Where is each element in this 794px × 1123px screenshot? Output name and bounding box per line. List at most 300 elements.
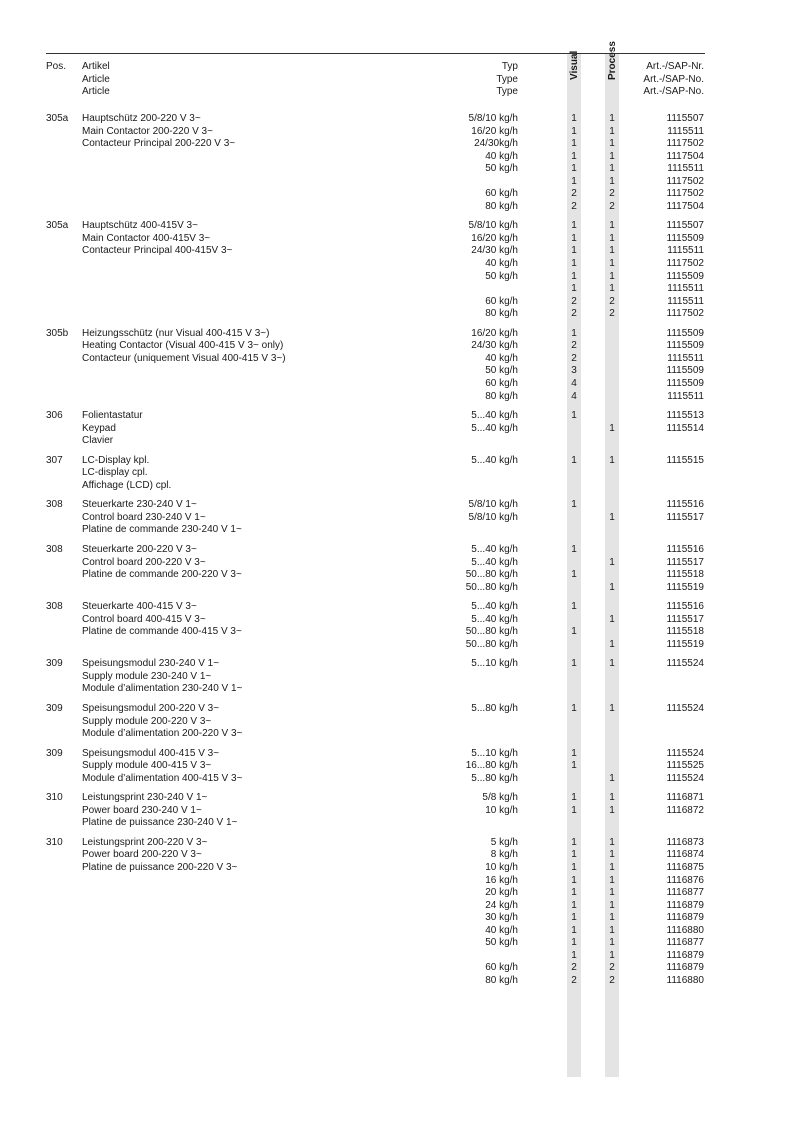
type-column — [418, 703, 518, 716]
sap-column — [603, 220, 704, 320]
visual-qty: 1 — [571, 862, 577, 874]
article-name: LC-Display kpl. — [82, 454, 150, 466]
type-value: 5...80 kg/h — [471, 703, 518, 715]
visual-qty-column — [567, 792, 581, 817]
sap-number: 1116879 — [666, 949, 704, 961]
type-value: 5...10 kg/h — [471, 658, 518, 670]
article-name: Steuerkarte 200-220 V 3~ — [82, 544, 197, 555]
type-column — [418, 328, 518, 403]
type-value: 5...40 kg/h — [471, 613, 518, 625]
pos-column — [46, 748, 63, 761]
sap-number: 1117502 — [666, 308, 704, 320]
article-name: Main Contactor 400-415V 3~ — [82, 232, 211, 244]
sap-number: 1116876 — [666, 874, 704, 886]
sap-number: 1115513 — [666, 410, 704, 422]
visual-qty: 1 — [571, 175, 577, 187]
type-value: 40 kg/h — [485, 352, 518, 364]
process-qty: 1 — [609, 772, 615, 784]
header-type-en: Type — [496, 73, 518, 85]
type-value: 10 kg/h — [485, 804, 518, 816]
part-group — [0, 410, 794, 448]
type-value: 50...80 kg/h — [465, 626, 518, 638]
type-value: 5...40 kg/h — [471, 601, 518, 613]
visual-qty: 1 — [571, 125, 577, 137]
process-qty: 1 — [609, 703, 615, 715]
article-column — [82, 455, 171, 493]
sap-number: 1116877 — [666, 887, 704, 899]
sap-number: 1115524 — [666, 747, 704, 759]
sap-number: 1115518 — [666, 569, 704, 581]
header-sap-fr: Art.-/SAP-No. — [643, 86, 704, 98]
visual-qty: 1 — [571, 232, 577, 244]
sap-column — [603, 792, 704, 817]
article-name: Power board 230-240 V 1~ — [82, 804, 202, 816]
visual-qty: 1 — [571, 836, 577, 848]
process-qty: 1 — [609, 138, 615, 150]
visual-qty: 1 — [571, 804, 577, 816]
visual-qty — [567, 773, 581, 786]
sap-column — [603, 658, 704, 671]
sap-number: 1115517 — [666, 556, 704, 568]
header-sap — [603, 61, 704, 99]
pos-column — [46, 792, 63, 805]
pos-column — [46, 544, 63, 557]
visual-qty-column — [567, 544, 581, 594]
sap-column — [603, 410, 704, 435]
position-number: 310 — [46, 836, 63, 848]
process-qty: 1 — [609, 638, 615, 650]
sap-number: 1115511 — [667, 390, 704, 402]
type-value: 50 kg/h — [485, 365, 518, 377]
article-name: Steuerkarte 400-415 V 3~ — [82, 601, 197, 613]
visual-qty: 2 — [571, 188, 577, 200]
visual-qty: 1 — [571, 703, 577, 715]
sap-number: 1115509 — [666, 327, 704, 339]
process-qty: 1 — [609, 924, 615, 936]
process-qty: 1 — [609, 937, 615, 949]
sap-number: 1115516 — [666, 601, 704, 613]
sap-number: 1115524 — [666, 703, 704, 715]
visual-qty: 1 — [571, 792, 577, 804]
process-qty: 1 — [609, 270, 615, 282]
type-value: 30 kg/h — [485, 912, 518, 924]
type-value: 24 kg/h — [485, 899, 518, 911]
position-number: 308 — [46, 544, 63, 555]
article-column — [82, 544, 242, 582]
process-qty: 1 — [609, 849, 615, 861]
article-name: Control board 230-240 V 1~ — [82, 511, 206, 523]
visual-qty: 2 — [571, 352, 577, 364]
visual-qty: 1 — [571, 887, 577, 899]
sap-number: 1115509 — [666, 377, 704, 389]
visual-qty: 1 — [571, 899, 577, 911]
type-value: 5...40 kg/h — [471, 556, 518, 568]
article-name: Supply module 230-240 V 1~ — [82, 670, 212, 682]
sap-number: 1115507 — [666, 220, 704, 232]
process-qty: 1 — [609, 613, 615, 625]
sap-number: 1115509 — [666, 232, 704, 244]
visual-qty: 1 — [571, 626, 577, 638]
part-group — [0, 601, 794, 651]
type-column — [418, 544, 518, 594]
type-value: 50...80 kg/h — [465, 638, 518, 650]
visual-qty: 1 — [571, 327, 577, 339]
sap-column — [603, 837, 704, 988]
article-name: Speisungsmodul 230-240 V 1~ — [82, 658, 220, 670]
position-number: 305a — [46, 113, 69, 124]
sap-number: 1116874 — [666, 849, 704, 861]
article-column — [82, 703, 242, 741]
article-name: LC-display cpl. — [82, 467, 148, 479]
sap-column — [603, 328, 704, 403]
article-name: Leistungsprint 230-240 V 1~ — [82, 792, 208, 804]
position-number: 308 — [46, 601, 63, 613]
type-value: 40 kg/h — [485, 924, 518, 936]
type-value: 5...40 kg/h — [471, 410, 518, 422]
type-value: 10 kg/h — [485, 862, 518, 874]
visual-qty: 1 — [571, 245, 577, 257]
sap-number: 1117504 — [666, 150, 704, 162]
type-value: 5/8 kg/h — [482, 792, 518, 804]
visual-qty: 1 — [571, 747, 577, 759]
process-qty: 1 — [609, 163, 615, 175]
process-qty: 1 — [609, 511, 615, 523]
article-column — [82, 601, 242, 639]
visual-qty: 1 — [571, 258, 577, 270]
sap-number: 1116872 — [666, 804, 704, 816]
type-value — [418, 950, 518, 963]
process-qty: 1 — [609, 175, 615, 187]
sap-number: 1116880 — [666, 924, 704, 936]
sap-number: 1115511 — [667, 352, 704, 364]
position-number: 307 — [46, 454, 63, 466]
position-number: 309 — [46, 658, 63, 670]
pos-column — [46, 328, 68, 341]
visual-qty: 2 — [571, 340, 577, 352]
sap-column — [603, 748, 704, 786]
type-value: 5/8/10 kg/h — [468, 499, 518, 511]
sap-number: 1115524 — [666, 772, 704, 784]
sap-number: 1115509 — [666, 365, 704, 377]
type-value: 60 kg/h — [485, 962, 518, 974]
visual-qty-column — [567, 658, 581, 671]
article-name: Speisungsmodul 400-415 V 3~ — [82, 747, 220, 759]
sap-number: 1115511 — [667, 245, 704, 257]
header-article-en: Article — [82, 73, 110, 85]
article-name: Main Contactor 200-220 V 3~ — [82, 125, 213, 137]
type-value: 80 kg/h — [485, 390, 518, 402]
type-value: 5...40 kg/h — [471, 454, 518, 466]
sap-number: 1115511 — [667, 295, 704, 307]
visual-qty: 1 — [571, 113, 577, 124]
visual-qty: 3 — [571, 365, 577, 377]
article-column — [82, 220, 232, 258]
header-article-fr: Article — [82, 86, 110, 98]
part-group — [0, 455, 794, 493]
process-qty: 1 — [609, 258, 615, 270]
visual-qty-column — [567, 703, 581, 716]
visual-qty: 1 — [571, 283, 577, 295]
article-name: Hauptschütz 200-220 V 3~ — [82, 113, 201, 124]
sap-number: 1116880 — [666, 974, 704, 986]
article-name: Contacteur Principal 400-415V 3~ — [82, 245, 233, 257]
sap-number: 1115509 — [666, 270, 704, 282]
pos-column — [46, 455, 63, 468]
article-column — [82, 837, 237, 875]
article-name: Heizungsschütz (nur Visual 400-415 V 3~) — [82, 327, 270, 339]
article-name: Power board 200-220 V 3~ — [82, 849, 202, 861]
visual-qty: 1 — [571, 138, 577, 150]
pos-column — [46, 220, 68, 233]
visual-qty: 4 — [571, 377, 577, 389]
type-value: 5...80 kg/h — [471, 772, 518, 784]
visual-qty: 4 — [571, 390, 577, 402]
type-value: 80 kg/h — [485, 308, 518, 320]
type-column — [418, 837, 518, 988]
article-name: Heating Contactor (Visual 400-415 V 3~ only) — [82, 340, 284, 352]
process-qty: 1 — [609, 220, 615, 232]
process-qty: 1 — [609, 454, 615, 466]
pos-column — [46, 113, 68, 126]
type-value: 16...80 kg/h — [465, 760, 518, 772]
header-sap-de: Art.-/SAP-Nr. — [646, 61, 704, 72]
sap-number: 1115516 — [666, 544, 704, 555]
sap-number: 1116879 — [666, 912, 704, 924]
sap-number: 1115511 — [667, 283, 704, 295]
visual-qty: 2 — [571, 974, 577, 986]
article-name: Platine de commande 200-220 V 3~ — [82, 569, 242, 581]
type-value: 80 kg/h — [485, 974, 518, 986]
sap-number: 1117502 — [666, 175, 704, 187]
visual-qty-column — [567, 601, 581, 651]
visual-qty: 1 — [571, 601, 577, 613]
article-name: Hauptschütz 400-415V 3~ — [82, 220, 198, 232]
article-column — [82, 499, 242, 537]
process-qty: 1 — [609, 125, 615, 137]
position-number: 309 — [46, 747, 63, 759]
pos-column — [46, 837, 63, 850]
sap-number: 1116879 — [666, 962, 704, 974]
article-column — [82, 113, 235, 151]
sap-number: 1115507 — [666, 113, 704, 124]
sap-number: 1116877 — [666, 937, 704, 949]
visual-qty: 1 — [571, 499, 577, 511]
sap-number: 1116871 — [666, 792, 704, 804]
process-qty: 1 — [609, 422, 615, 434]
type-value: 24/30 kg/h — [471, 340, 518, 352]
header-sap-en: Art.-/SAP-No. — [643, 73, 704, 85]
type-value: 40 kg/h — [485, 150, 518, 162]
article-name: Supply module 200-220 V 3~ — [82, 715, 212, 727]
visual-qty-column — [567, 220, 581, 320]
article-name: Speisungsmodul 200-220 V 3~ — [82, 703, 220, 715]
type-value: 5/8/10 kg/h — [468, 220, 518, 232]
type-value: 80 kg/h — [485, 200, 518, 212]
process-qty: 1 — [609, 150, 615, 162]
position-number: 309 — [46, 703, 63, 715]
process-qty: 1 — [609, 658, 615, 670]
type-value: 16/20 kg/h — [471, 125, 518, 137]
visual-qty: 1 — [571, 544, 577, 555]
process-qty: 2 — [609, 974, 615, 986]
visual-qty — [567, 639, 581, 652]
visual-qty: 1 — [571, 569, 577, 581]
part-group — [0, 544, 794, 594]
article-column — [82, 792, 237, 830]
process-qty: 1 — [609, 232, 615, 244]
part-group — [0, 499, 794, 537]
type-value: 5...40 kg/h — [471, 544, 518, 555]
type-column — [418, 658, 518, 671]
type-value: 50 kg/h — [485, 163, 518, 175]
visual-qty: 1 — [571, 220, 577, 232]
pos-column — [46, 601, 63, 614]
type-column — [418, 792, 518, 817]
part-group — [0, 837, 794, 988]
sap-number: 1115515 — [666, 454, 704, 466]
type-value: 8 kg/h — [490, 849, 518, 861]
visual-qty: 2 — [571, 962, 577, 974]
article-name: Platine de puissance 200-220 V 3~ — [82, 862, 238, 874]
type-value: 20 kg/h — [485, 887, 518, 899]
pos-column — [46, 658, 63, 671]
part-group — [0, 792, 794, 830]
header-article — [82, 61, 110, 99]
process-qty: 1 — [609, 912, 615, 924]
type-column — [418, 455, 518, 468]
type-value: 16 kg/h — [485, 874, 518, 886]
article-name: Module d’alimentation 230-240 V 1~ — [82, 683, 243, 695]
visual-qty-column — [567, 748, 581, 786]
article-name: Platine de commande 230-240 V 1~ — [82, 524, 242, 536]
sap-number: 1115511 — [667, 163, 704, 175]
header-process-label: Process — [607, 41, 618, 80]
visual-qty: 1 — [571, 949, 577, 961]
visual-qty — [567, 582, 581, 595]
visual-qty-column — [567, 113, 581, 213]
sap-column — [603, 113, 704, 213]
sap-number: 1117502 — [666, 258, 704, 270]
type-value: 24/30 kg/h — [471, 245, 518, 257]
part-group — [0, 220, 794, 320]
article-column — [82, 328, 286, 366]
process-qty: 1 — [609, 836, 615, 848]
pos-column — [46, 499, 63, 512]
type-value: 5/8/10 kg/h — [468, 113, 518, 124]
visual-qty: 1 — [571, 410, 577, 422]
sap-column — [603, 703, 704, 716]
part-group — [0, 703, 794, 741]
header-type-fr: Type — [496, 86, 518, 98]
process-qty: 1 — [609, 899, 615, 911]
process-qty: 1 — [609, 949, 615, 961]
sap-number: 1115518 — [666, 626, 704, 638]
visual-qty — [567, 423, 581, 436]
process-qty: 2 — [609, 200, 615, 212]
type-value: 60 kg/h — [485, 188, 518, 200]
process-qty: 1 — [609, 874, 615, 886]
position-number: 305a — [46, 220, 69, 232]
article-name: Leistungsprint 200-220 V 3~ — [82, 836, 208, 848]
visual-qty-column — [567, 499, 581, 524]
visual-qty: 1 — [571, 658, 577, 670]
part-group — [0, 658, 794, 696]
process-qty: 1 — [609, 556, 615, 568]
visual-qty: 1 — [571, 163, 577, 175]
process-qty: 1 — [609, 804, 615, 816]
part-group — [0, 328, 794, 403]
process-qty: 2 — [609, 295, 615, 307]
type-value: 5/8/10 kg/h — [468, 511, 518, 523]
part-group — [0, 748, 794, 786]
sap-column — [603, 455, 704, 468]
pos-column — [46, 703, 63, 716]
article-column — [82, 410, 143, 448]
process-qty: 1 — [609, 862, 615, 874]
type-value — [418, 283, 518, 296]
visual-qty: 2 — [571, 200, 577, 212]
sap-number: 1117502 — [666, 138, 704, 150]
sap-number: 1115517 — [666, 613, 704, 625]
visual-qty: 1 — [571, 849, 577, 861]
process-qty: 1 — [609, 792, 615, 804]
sap-number: 1116875 — [666, 862, 704, 874]
article-name: Folientastatur — [82, 410, 143, 422]
header-type-de: Typ — [501, 61, 518, 72]
sap-column — [603, 601, 704, 651]
article-name: Control board 200-220 V 3~ — [82, 556, 206, 568]
type-column — [418, 499, 518, 524]
type-column — [418, 748, 518, 786]
visual-qty: 2 — [571, 295, 577, 307]
process-qty: 2 — [609, 308, 615, 320]
type-value: 50 kg/h — [485, 937, 518, 949]
sap-number: 1115525 — [666, 760, 704, 772]
type-value: 24/30kg/h — [474, 138, 518, 150]
visual-qty-column — [567, 455, 581, 468]
header-pos — [46, 61, 66, 74]
type-value: 60 kg/h — [485, 295, 518, 307]
article-column — [82, 748, 242, 786]
article-name: Clavier — [82, 435, 114, 447]
position-number: 305b — [46, 327, 69, 339]
type-value: 60 kg/h — [485, 377, 518, 389]
position-number: 308 — [46, 499, 63, 511]
type-column — [418, 601, 518, 651]
visual-qty: 1 — [571, 912, 577, 924]
position-number: 306 — [46, 410, 63, 422]
visual-qty: 2 — [571, 308, 577, 320]
sap-number: 1116873 — [666, 836, 704, 848]
type-value: 5 kg/h — [490, 836, 518, 848]
visual-qty: 1 — [571, 874, 577, 886]
article-name: Module d’alimentation 200-220 V 3~ — [82, 728, 243, 740]
type-value: 5...10 kg/h — [471, 747, 518, 759]
sap-number: 1115514 — [666, 422, 704, 434]
process-qty: 2 — [609, 962, 615, 974]
article-name: Steuerkarte 230-240 V 1~ — [82, 499, 197, 511]
article-name: Control board 400-415 V 3~ — [82, 613, 206, 625]
visual-qty-column — [567, 837, 581, 988]
type-value: 16/20 kg/h — [471, 327, 518, 339]
visual-qty: 1 — [571, 924, 577, 936]
type-value: 50...80 kg/h — [465, 569, 518, 581]
article-name: Contacteur Principal 200-220 V 3~ — [82, 138, 236, 150]
visual-qty: 1 — [571, 937, 577, 949]
sap-number: 1117504 — [666, 200, 704, 212]
header-pos-label: Pos. — [46, 61, 67, 72]
visual-qty — [567, 614, 581, 627]
